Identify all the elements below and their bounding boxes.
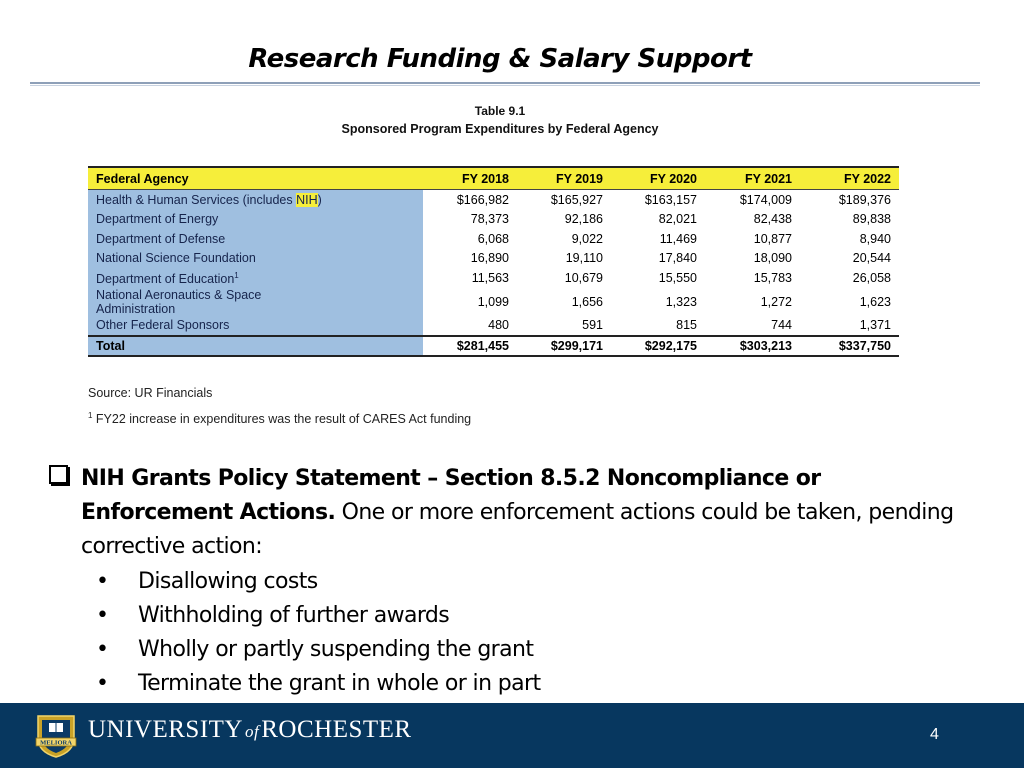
value-cell: 1,272 (760, 294, 792, 309)
table-footnote (88, 411, 471, 426)
list-item (96, 633, 541, 667)
agency-cell: Department of Defense (88, 229, 423, 249)
value-cell: 815 (676, 318, 697, 333)
value-cell: 18,090 (753, 251, 792, 266)
value-cell: 591 (582, 318, 603, 333)
bullet-icon: • (96, 671, 109, 696)
value-cell: 480 (488, 318, 509, 333)
value-cell: 1,656 (571, 294, 603, 309)
value-cell: 89,838 (852, 212, 891, 227)
title-rule (30, 82, 980, 84)
list-item (96, 565, 541, 599)
agency-name-suffix: ) (317, 192, 322, 207)
value-cell: 82,021 (658, 212, 697, 227)
value-cell: 82,438 (753, 212, 792, 227)
footnote-text: FY22 increase in expenditures was the result of CARES Act funding (92, 412, 472, 427)
table-row (88, 288, 899, 316)
value-cell: 1,623 (859, 294, 891, 309)
list-item (96, 667, 541, 701)
nih-highlight: NIH (296, 192, 318, 207)
value-cell: 20,544 (852, 251, 891, 266)
bullet-icon: • (96, 637, 109, 662)
title-rule-shadow (30, 85, 980, 86)
footnote-marker: 1 (88, 411, 93, 420)
university-seal-logo (34, 712, 78, 758)
value-cell: 92,186 (564, 212, 603, 227)
value-cell: 1,323 (665, 294, 697, 309)
column-header: FY 2021 (705, 167, 800, 190)
value-cell: 78,373 (470, 212, 509, 227)
value-cell: $163,157 (644, 192, 697, 207)
table-row (88, 268, 899, 288)
bullet-icon: • (96, 603, 109, 628)
checkbox-bullet-icon (49, 465, 68, 484)
agency-name: National Aeronautics & Space (96, 287, 262, 302)
value-cell: 10,877 (753, 231, 792, 246)
list-item-text: Withholding of further awards (138, 603, 450, 628)
total-cell: $337,750 (800, 336, 899, 356)
total-label: Total (88, 336, 423, 356)
total-cell: $292,175 (611, 336, 705, 356)
column-header: FY 2022 (800, 167, 899, 190)
total-cell: $299,171 (517, 336, 611, 356)
value-cell: 16,890 (470, 251, 509, 266)
value-cell: $174,009 (739, 192, 792, 207)
agency-cell: National Science Foundation (88, 249, 423, 269)
list-item-text: Wholly or partly suspending the grant (138, 637, 534, 662)
value-cell: 8,940 (859, 231, 891, 246)
table-row (88, 249, 899, 269)
bullet-icon: • (96, 569, 109, 594)
value-cell: $189,376 (838, 192, 891, 207)
university-wordmark (88, 716, 412, 744)
value-cell: 26,058 (852, 270, 891, 285)
policy-paragraph (81, 462, 961, 564)
agency-cell (88, 190, 423, 210)
list-item-text: Disallowing costs (138, 569, 318, 594)
policy-body: One or more enforcement actions could be taken, pending corrective action: (81, 500, 954, 559)
agency-name: Department of Education (96, 272, 235, 287)
agency-cell: Department of Energy (88, 210, 423, 230)
value-cell: 11,563 (471, 270, 509, 285)
column-header: FY 2019 (517, 167, 611, 190)
funding-table (88, 166, 899, 357)
agency-name-line2: Administration (96, 301, 176, 316)
brand-of: of (245, 722, 260, 741)
brand-left: UNIVERSITY (88, 716, 243, 743)
table-row (88, 229, 899, 249)
value-cell: 19,110 (565, 251, 603, 266)
table-source: Source: UR Financials (88, 386, 213, 400)
value-cell: 9,022 (571, 231, 603, 246)
policy-heading: NIH Grants Policy Statement – Section 8.5.2 Noncompliance or Enforcement Actions. (81, 466, 821, 525)
table-header-row (88, 167, 899, 190)
value-cell: $165,927 (550, 192, 603, 207)
value-cell: 15,550 (658, 270, 697, 285)
column-header: Federal Agency (88, 167, 423, 190)
value-cell: 744 (771, 318, 792, 333)
value-cell: 17,840 (658, 251, 697, 266)
value-cell: 10,679 (564, 270, 603, 285)
table-label: Table 9.1 (474, 104, 526, 118)
list-item (96, 599, 541, 633)
value-cell: $166,982 (456, 192, 509, 207)
seal-text: MELIORA (40, 739, 72, 747)
value-cell: 1,371 (859, 318, 891, 333)
table-row (88, 210, 899, 230)
table-caption: Sponsored Program Expenditures by Federal Agency (341, 122, 659, 136)
footnote-marker: 1 (234, 271, 239, 281)
column-header: FY 2020 (611, 167, 705, 190)
table-row (88, 316, 899, 337)
agency-cell: Other Federal Sponsors (88, 316, 423, 337)
list-item-text: Terminate the grant in whole or in part (138, 671, 541, 696)
column-header: FY 2018 (423, 167, 517, 190)
agency-name: Health & Human Services (includes (96, 192, 297, 207)
action-list (96, 565, 541, 701)
total-cell: $281,455 (423, 336, 517, 356)
agency-cell (88, 268, 423, 288)
table-row (88, 190, 899, 210)
slide-title: Research Funding & Salary Support (248, 44, 752, 74)
total-cell: $303,213 (705, 336, 800, 356)
value-cell: 1,099 (477, 294, 509, 309)
agency-cell (88, 288, 423, 316)
brand-right: ROCHESTER (261, 716, 412, 743)
value-cell: 6,068 (477, 231, 509, 246)
total-row (88, 336, 899, 356)
page-number: 4 (930, 726, 939, 743)
value-cell: 15,783 (753, 270, 792, 285)
value-cell: 11,469 (659, 231, 697, 246)
